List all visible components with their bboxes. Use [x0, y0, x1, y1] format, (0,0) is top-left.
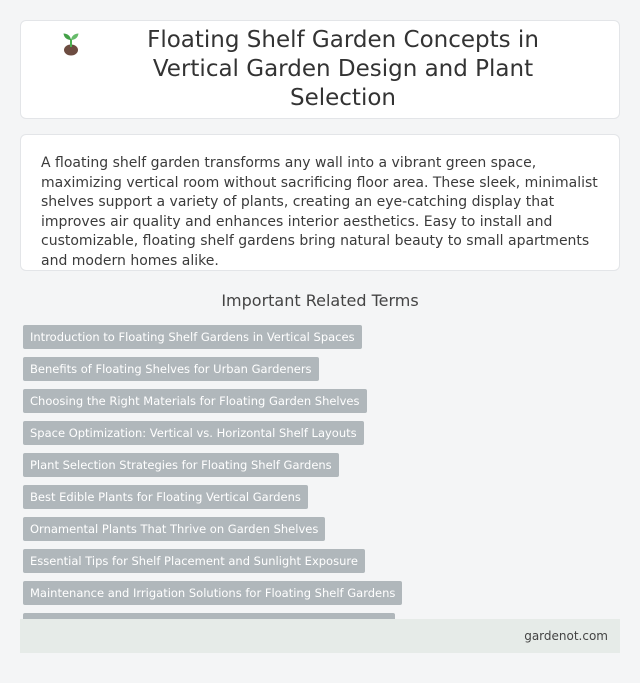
- intro-card: [20, 134, 620, 271]
- footer: [20, 619, 620, 653]
- related-term-tag[interactable]: Space Optimization: Vertical vs. Horizontal Shelf Layouts: [23, 421, 364, 445]
- related-term-tag[interactable]: Essential Tips for Shelf Placement and Sunlight Exposure: [23, 549, 365, 573]
- footer-site-link[interactable]: gardenot.com: [524, 629, 608, 643]
- related-terms-heading: Important Related Terms: [221, 291, 419, 310]
- related-term-tag[interactable]: Ornamental Plants That Thrive on Garden Shelves: [23, 517, 325, 541]
- related-term-tag[interactable]: Introduction to Floating Shelf Gardens in Vertical Spaces: [23, 325, 362, 349]
- related-term-tag[interactable]: Maintenance and Irrigation Solutions for Floating Shelf Gardens: [23, 581, 402, 605]
- intro-paragraph: A floating shelf garden transforms any wall into a vibrant green space, maximizing vertical room without sacrificing floor area. These sleek, minimalist shelves support a variety of plants, creating an eye-catching display that improves air quality and enhances interior aesthetics. Easy to install and customizable, floating shelf gardens bring natural beauty to small apartments and modern homes alike.: [41, 155, 598, 269]
- related-term-tag[interactable]: Benefits of Floating Shelves for Urban Gardeners: [23, 357, 319, 381]
- title-card: [20, 20, 620, 119]
- page-title: Floating Shelf Garden Concepts in Vertical Garden Design and Plant Selection: [147, 27, 539, 111]
- related-term-tag[interactable]: Best Edible Plants for Floating Vertical Gardens: [23, 485, 308, 509]
- title-wrap: [57, 26, 583, 113]
- related-term-tag[interactable]: Choosing the Right Materials for Floating Garden Shelves: [23, 389, 367, 413]
- related-term-tag[interactable]: Plant Selection Strategies for Floating Shelf Gardens: [23, 453, 339, 477]
- related-terms-list: [20, 325, 620, 645]
- sprout-icon: [57, 28, 85, 56]
